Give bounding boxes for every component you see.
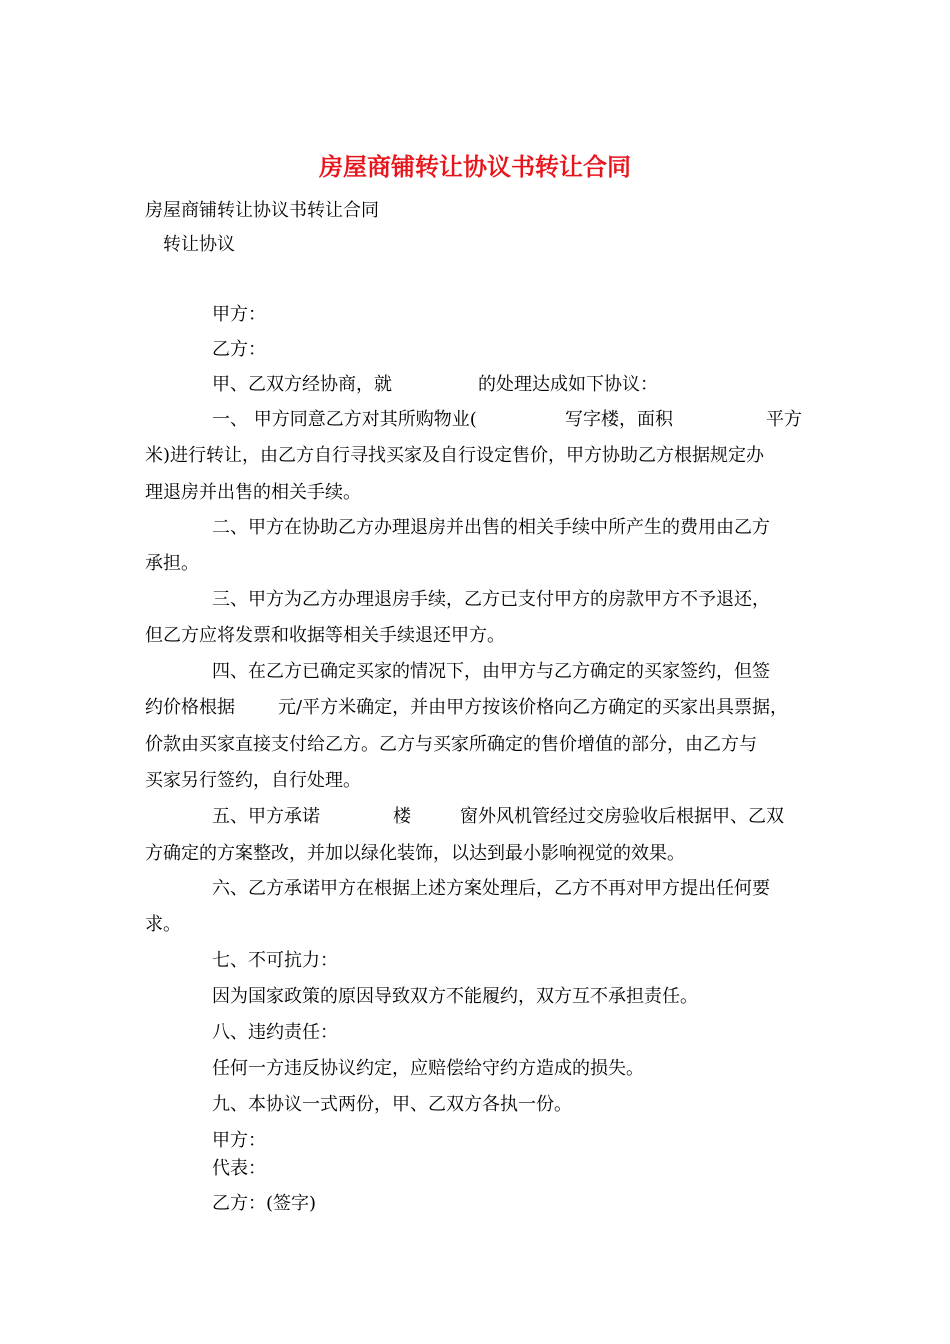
clause6-line2: 求。 xyxy=(145,914,181,935)
clause5-line1a: 五、甲方承诺 xyxy=(212,806,320,827)
clause4-line2 xyxy=(145,696,788,720)
intro-line xyxy=(212,373,658,397)
clause6-line1: 六、乙方承诺甲方在根据上述方案处理后，乙方不再对甲方提出任何要 xyxy=(212,878,770,899)
clause8-text: 任何一方违反协议约定，应赔偿给守约方造成的损失。 xyxy=(212,1058,644,1079)
clause5-line1c: 窗外风机管经过交房验收后根据甲、乙双 xyxy=(460,806,784,827)
document-subtitle: 房屋商铺转让协议书转让合同 xyxy=(145,200,379,221)
clause3-line1: 三、甲方为乙方办理退房手续，乙方已支付甲方的房款甲方不予退还， xyxy=(212,589,770,610)
clause2-line1: 二、甲方在协助乙方办理退房并出售的相关手续中所产生的费用由乙方 xyxy=(212,517,770,538)
clause3-line2: 但乙方应将发票和收据等相关手续退还甲方。 xyxy=(145,625,505,646)
agreement-heading: 转让协议 xyxy=(163,234,235,255)
clause5-line1b: 楼 xyxy=(393,806,411,827)
sign-party-a: 甲方： xyxy=(212,1130,266,1151)
sign-party-b: 乙方：(签字) xyxy=(212,1193,317,1214)
document-title: 房屋商铺转让协议书转让合同 xyxy=(319,152,631,181)
clause1-line1b: 写字楼，面积 xyxy=(565,409,673,430)
clause7-title: 七、不可抗力： xyxy=(212,950,338,971)
clause7-text: 因为国家政策的原因导致双方不能履约，双方互不承担责任。 xyxy=(212,986,698,1007)
clause1-line3: 理退房并出售的相关手续。 xyxy=(145,482,361,503)
clause4-line4: 买家另行签约，自行处理。 xyxy=(145,770,361,791)
party-a-label: 甲方： xyxy=(212,304,266,325)
clause1-line1a: 一、 甲方同意乙方对其所购物业( xyxy=(212,409,477,430)
clause9: 九、本协议一式两份，甲、乙双方各执一份。 xyxy=(212,1094,572,1115)
clause2-line2: 承担。 xyxy=(145,553,199,574)
clause4-line2b: 元/平方米确定，并由甲方按该价格向乙方确定的买家出具票据， xyxy=(278,697,789,718)
clause4-line1: 四、在乙方已确定买家的情况下，由甲方与乙方确定的买家签约，但签 xyxy=(212,661,770,682)
clause5-line2: 方确定的方案整改，并加以绿化装饰，以达到最小影响视觉的效果。 xyxy=(145,843,685,864)
clause1-line2: 米)进行转让，由乙方自行寻找买家及自行设定售价，甲方协助乙方根据规定办 xyxy=(145,445,765,466)
sign-representative: 代表： xyxy=(212,1158,266,1179)
party-b-label: 乙方： xyxy=(212,339,266,360)
clause8-title: 八、违约责任： xyxy=(212,1022,338,1043)
clause1-line1c: 平方 xyxy=(766,409,802,430)
clause4-line2a: 约价格根据 xyxy=(145,697,235,718)
clause4-line3: 价款由买家直接支付给乙方。乙方与买家所确定的售价增值的部分，由乙方与 xyxy=(145,734,757,755)
intro-post: 的处理达成如下协议： xyxy=(478,374,658,395)
intro-pre: 甲、乙双方经协商，就 xyxy=(212,374,392,395)
